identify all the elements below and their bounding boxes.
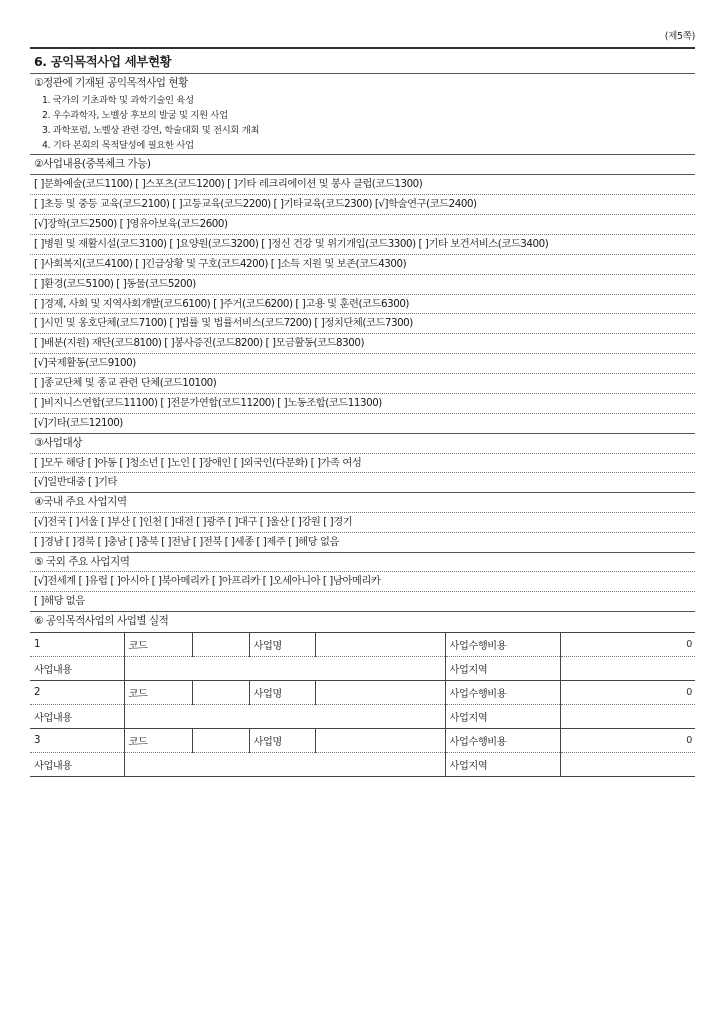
table-row [30, 656, 695, 680]
subsection-3-heading: ③사업대상 [30, 434, 695, 454]
row-index: 2 [30, 680, 124, 704]
subsection-5-heading: ⑤ 국외 주요 사업지역 [30, 553, 695, 573]
region-label: 사업지역 [445, 752, 560, 776]
code-label: 코드 [124, 728, 192, 752]
business-name-label: 사업명 [249, 632, 315, 656]
list-item: 4. 기타 본회의 목적달성에 필요한 사업 [42, 140, 194, 152]
code-label: 코드 [124, 632, 192, 656]
checkbox-row[interactable]: [√]장학(코드2500) [ ]영유아보육(코드2600) [30, 215, 695, 235]
region-label: 사업지역 [445, 704, 560, 728]
checkbox-row[interactable]: [ ]모두 해당 [ ]아동 [ ]청소년 [ ]노인 [ ]장애인 [ ]외국인(다문화) [ ]가족 여성 [30, 454, 695, 474]
subsection-6-heading: ⑥ 공익목적사업의 사업별 실적 [34, 615, 169, 628]
content-label: 사업내용 [34, 664, 72, 676]
checkbox-row[interactable]: [√]기타(코드12100) [30, 414, 695, 434]
domestic-region-checkbox-group [30, 513, 695, 553]
checkbox-row[interactable]: [ ]배분(지원) 재단(코드8100) [ ]봉사증진(코드8200) [ ]모금활동(코드8300) [30, 334, 695, 354]
table-row [30, 728, 695, 752]
business-name-value[interactable] [315, 632, 445, 656]
region-label: 사업지역 [445, 656, 560, 680]
cost-label: 사업수행비용 [445, 680, 560, 704]
checkbox-row[interactable]: [ ]경제, 사회 및 지역사회개발(코드6100) [ ]주거(코드6200) [ ]고용 및 훈련(코드6300) [30, 295, 695, 315]
table-row [30, 632, 695, 656]
business-name-value[interactable] [315, 728, 445, 752]
content-label: 사업내용 [34, 712, 72, 724]
business-name-label: 사업명 [249, 680, 315, 704]
checkbox-row[interactable]: [ ]종교단체 및 종교 관련 단체(코드10100) [30, 374, 695, 394]
row-index: 3 [30, 728, 124, 752]
table-row [30, 680, 695, 704]
content-value[interactable] [124, 704, 445, 728]
cost-label: 사업수행비용 [445, 728, 560, 752]
cost-label: 사업수행비용 [445, 632, 560, 656]
region-value[interactable] [560, 704, 695, 728]
code-value[interactable] [192, 632, 249, 656]
checkbox-row[interactable]: [ ]경남 [ ]경북 [ ]충남 [ ]충북 [ ]전남 [ ]전북 [ ]세종 [ ]제주 [ ]해당 없음 [30, 533, 695, 553]
cost-value[interactable]: 0 [560, 728, 695, 752]
content-value[interactable] [124, 656, 445, 680]
code-value[interactable] [192, 680, 249, 704]
page-title: 6. 공익목적사업 세부현황 [34, 54, 172, 69]
business-name-label: 사업명 [249, 728, 315, 752]
list-item: 2. 우수과학자, 노벨상 후보의 발굴 및 지원 사업 [42, 109, 228, 121]
checkbox-row[interactable]: [ ]환경(코드5100) [ ]동물(코드5200) [30, 275, 695, 295]
content-label: 사업내용 [30, 752, 124, 776]
business-target-checkbox-group [30, 454, 695, 494]
checkbox-row[interactable]: [ ]문화예술(코드1100) [ ]스포츠(코드1200) [ ]기타 레크리에이션 및 봉사 클럽(코드1300) [30, 175, 695, 195]
checkbox-row[interactable]: [ ]사회복지(코드4100) [ ]긴급상황 및 구호(코드4200) [ ]소득 지원 및 보존(코드4300) [30, 255, 695, 275]
checkbox-row[interactable]: [√]일반대중 [ ]기타 [30, 473, 695, 493]
subsection-4-heading: ④국내 주요 사업지역 [30, 493, 695, 513]
overseas-region-checkbox-group [30, 572, 695, 612]
table-row [30, 704, 695, 728]
checkbox-row[interactable]: [ ]해당 없음 [30, 592, 695, 612]
section-title-container [30, 47, 695, 74]
cost-value[interactable]: 0 [560, 632, 695, 656]
business-performance-table [30, 632, 695, 777]
region-value[interactable] [560, 656, 695, 680]
list-item: 3. 과학포럼, 노벨상 관련 강연, 학술대회 및 전시회 개최 [42, 124, 260, 136]
row-index: 1 [30, 632, 124, 656]
checkbox-row[interactable]: [√]전국 [ ]서울 [ ]부산 [ ]인천 [ ]대전 [ ]광주 [ ]대구 [ ]울산 [ ]강원 [ ]경기 [30, 513, 695, 533]
list-item: 1. 국가의 기초과학 및 과학기술인 육성 [42, 94, 194, 106]
checkbox-row[interactable]: [√]국제활동(코드9100) [30, 354, 695, 374]
code-label: 코드 [124, 680, 192, 704]
code-value[interactable] [192, 728, 249, 752]
business-content-checkbox-group [30, 175, 695, 434]
articles-of-incorporation-list [30, 93, 695, 156]
subsection-2-heading: ②사업내용(중복체크 가능) [30, 155, 695, 175]
cost-value[interactable]: 0 [560, 680, 695, 704]
region-value[interactable] [560, 752, 695, 776]
checkbox-row[interactable]: [ ]병원 및 재활시설(코드3100) [ ]요양원(코드3200) [ ]정신 건강 및 위기개입(코드3300) [ ]기타 보건서비스(코드3400) [30, 235, 695, 255]
checkbox-row[interactable]: [√]전세계 [ ]유럽 [ ]아시아 [ ]북아메리카 [ ]아프리카 [ ]오세아니아 [ ]남아메리카 [30, 572, 695, 592]
content-value[interactable] [124, 752, 445, 776]
subsection-1-heading: ①정관에 기재된 공익목적사업 현황 [34, 77, 188, 89]
checkbox-row[interactable]: [ ]시민 및 옹호단체(코드7100) [ ]법률 및 법률서비스(코드7200) [ ]정치단체(코드7300) [30, 314, 695, 334]
business-name-value[interactable] [315, 680, 445, 704]
table-row [30, 752, 695, 776]
checkbox-row[interactable]: [ ]비지니스연합(코드11100) [ ]전문가연합(코드11200) [ ]노동조합(코드11300) [30, 394, 695, 414]
checkbox-row[interactable]: [ ]초등 및 중등 교육(코드2100) [ ]고등교육(코드2200) [ ]기타교육(코드2300) [√]학술연구(코드2400) [30, 195, 695, 215]
page-number-marker: (제5쪽) [664, 31, 695, 42]
